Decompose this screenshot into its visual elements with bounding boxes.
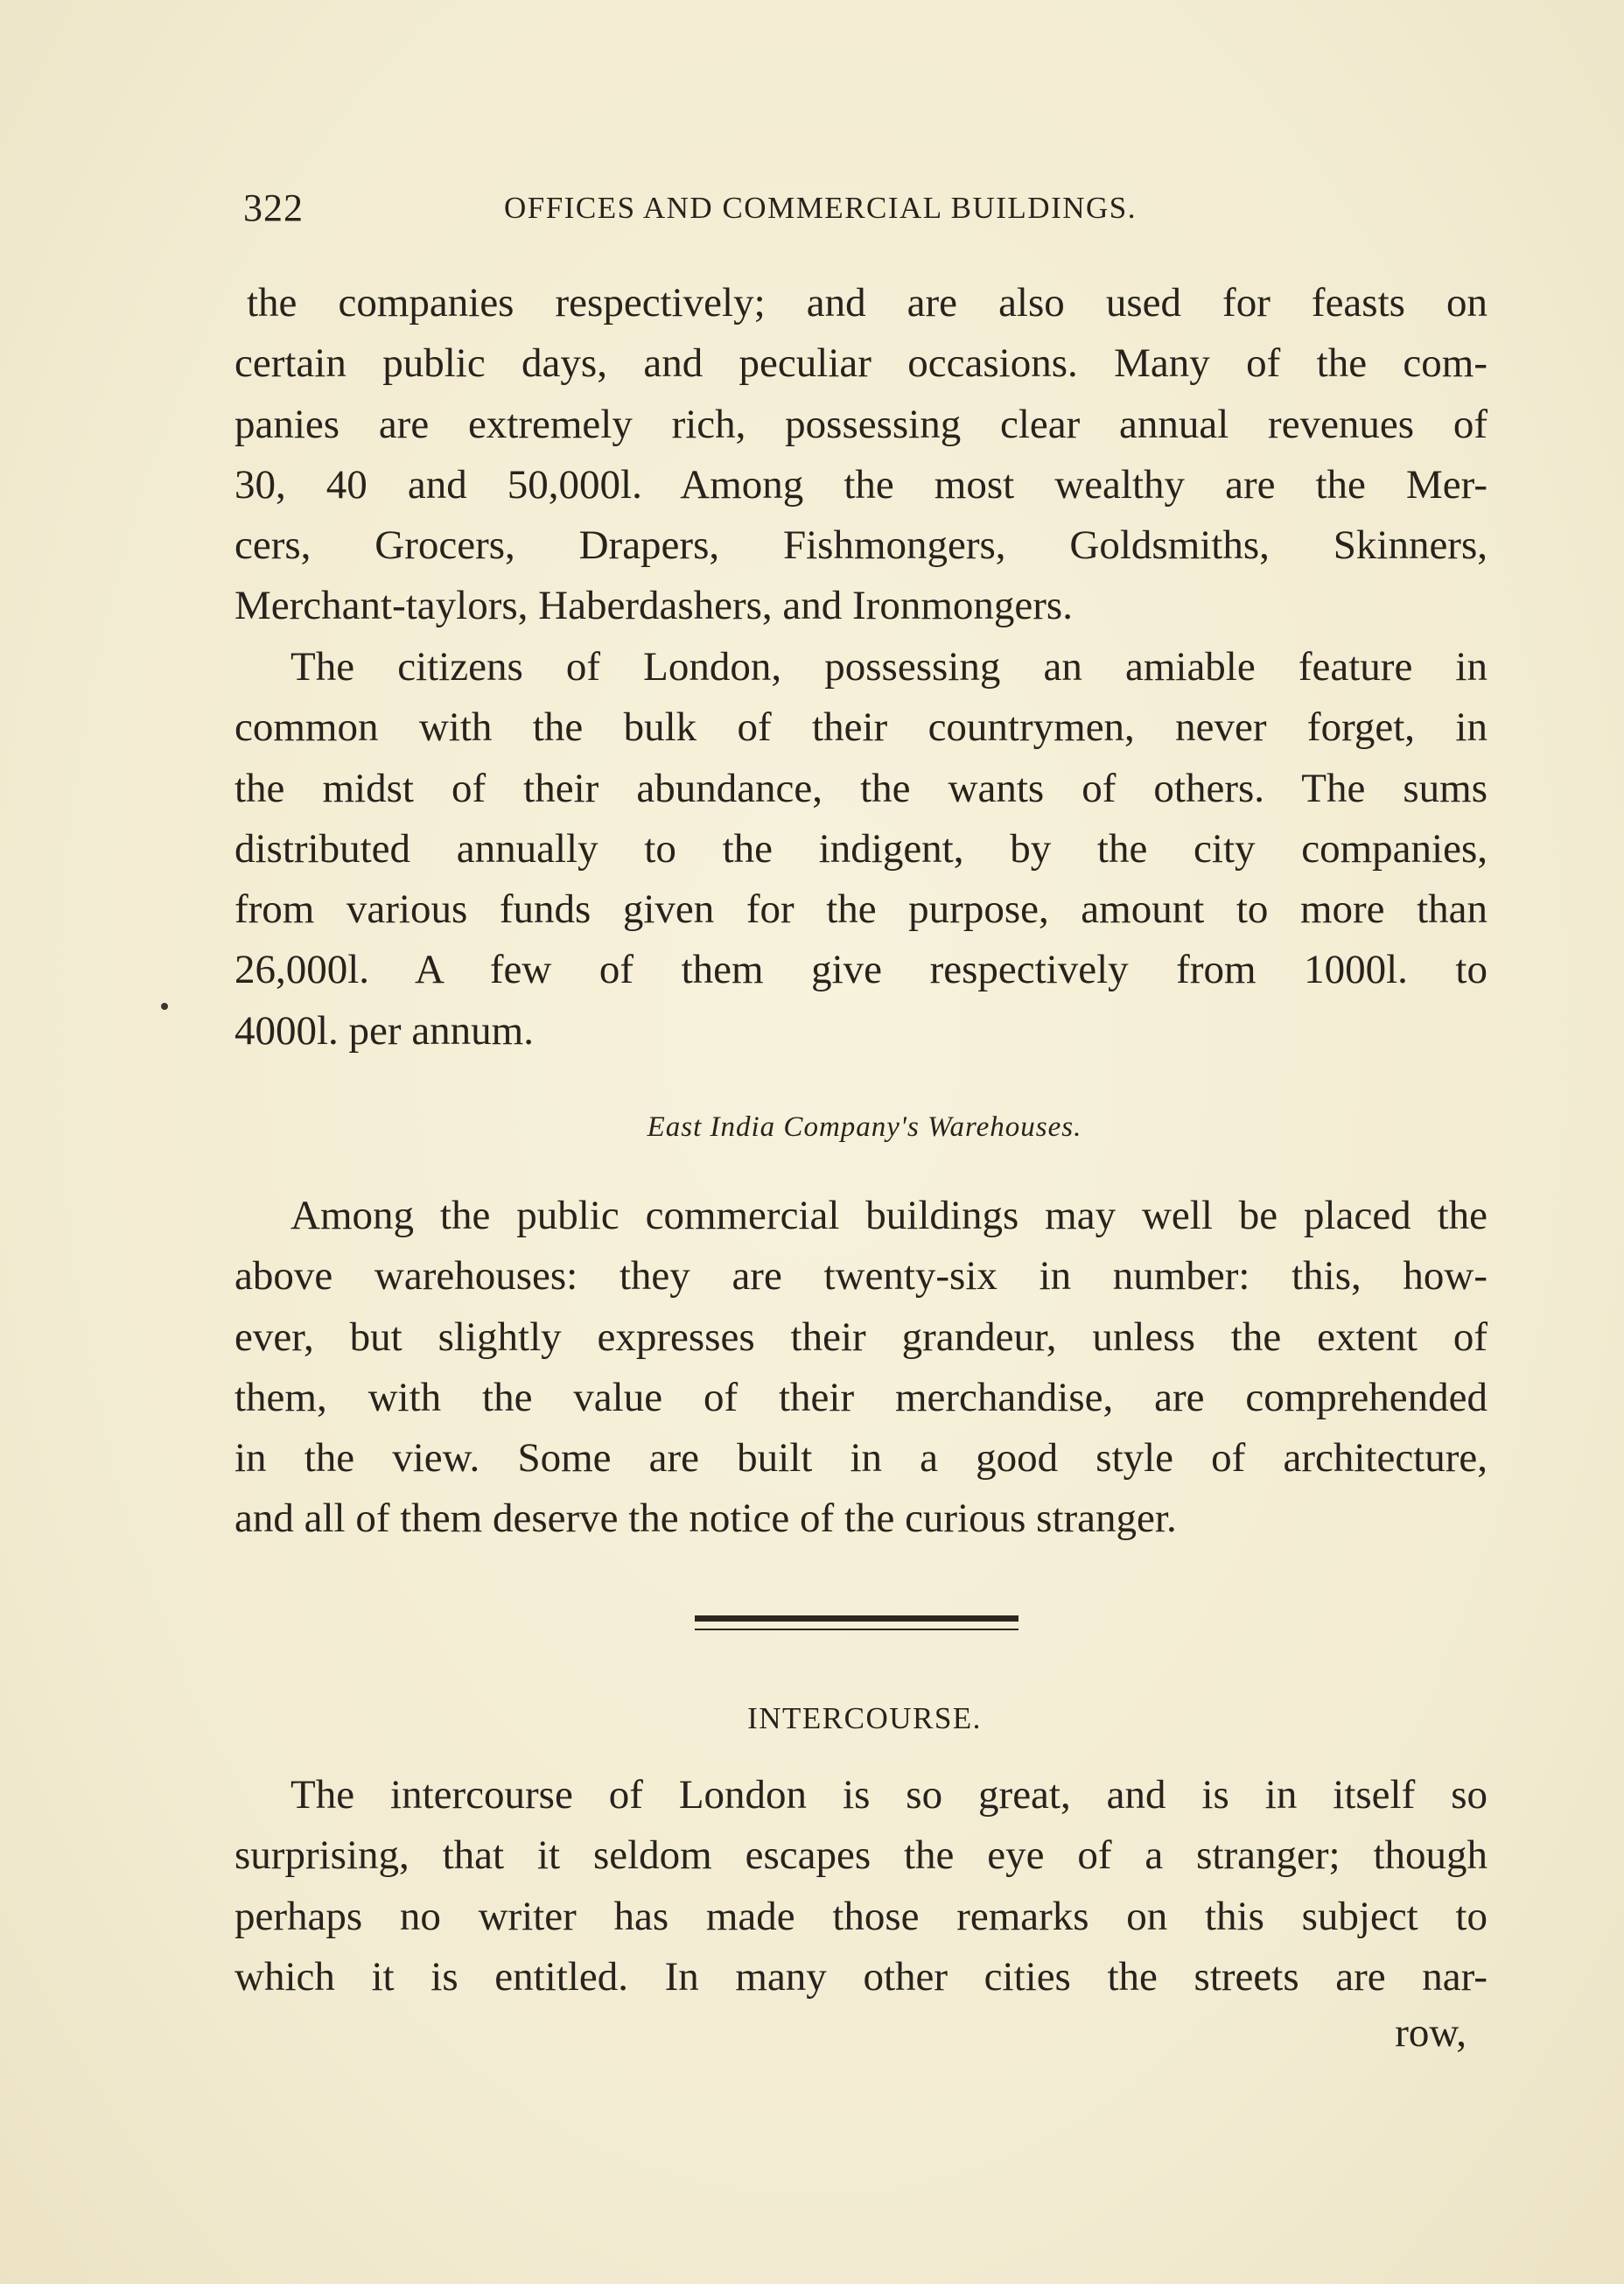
text-line: the midst of their abundance, the wants of others. The sums	[234, 765, 1488, 811]
text-line: in the view. Some are built in a good style of architecture,	[234, 1435, 1488, 1482]
margin-mark	[161, 1003, 168, 1010]
text-line: ever, but slightly expresses their grandeur, unless the extent of	[234, 1314, 1488, 1360]
text-line: Among the public commercial buildings may well be placed the	[290, 1193, 1488, 1238]
page-header	[243, 186, 1486, 238]
text-line: them, with the value of their merchandise, are comprehended	[234, 1374, 1488, 1420]
chapter-heading	[0, 1701, 1624, 1736]
text-line: 26,000l. A few of them give respectively from 1000l. to	[234, 947, 1488, 993]
section-heading-text: East India Company's Warehouses.	[647, 1111, 1082, 1143]
text-line: perhaps no writer has made those remarks on this subject to	[234, 1893, 1488, 1939]
running-title: OFFICES AND COMMERCIAL BUILDINGS.	[504, 191, 1137, 225]
text-line: and all of them deserve the notice of the curious stranger.	[234, 1496, 1177, 1542]
text-line: the companies respectively; and are also used for feasts on	[247, 280, 1488, 326]
text-line: The citizens of London, possessing an amiable feature in	[290, 644, 1488, 690]
text-line: common with the bulk of their countrymen, never forget, in	[234, 704, 1488, 751]
text-line: surprising, that it seldom escapes the eye of a stranger; though	[234, 1832, 1488, 1879]
section-heading	[0, 1111, 1624, 1144]
section-divider-thin	[695, 1629, 1018, 1630]
catchword: row,	[1395, 2010, 1466, 2056]
text-line: Merchant-taylors, Haberdashers, and Ironmongers.	[234, 583, 1073, 629]
text-line: cers, Grocers, Drapers, Fishmongers, Goldsmiths, Skinners,	[234, 522, 1488, 569]
page-number: 322	[243, 186, 304, 229]
text-line: 4000l. per annum.	[234, 1007, 534, 1054]
paragraph-intercourse	[234, 1765, 1488, 2007]
chapter-heading-text: INTERCOURSE.	[747, 1701, 982, 1735]
text-line: above warehouses: they are twenty-six in number: this, how-	[234, 1253, 1488, 1300]
text-line: 30, 40 and 50,000l. Among the most wealthy are the Mer-	[234, 461, 1488, 508]
text-line: from various funds given for the purpose, amount to more than	[234, 886, 1488, 933]
text-line: certain public days, and peculiar occasions. Many of the com-	[234, 340, 1488, 387]
paragraph-citizens	[234, 637, 1488, 1061]
text-line: The intercourse of London is so great, and is in itself so	[290, 1772, 1488, 1818]
text-line: distributed annually to the indigent, by the city companies,	[234, 825, 1488, 872]
paragraph-companies	[234, 273, 1488, 637]
section-divider-thick	[695, 1615, 1018, 1622]
text-line: which it is entitled. In many other cities the streets are nar-	[234, 1953, 1488, 2000]
text-line: panies are extremely rich, possessing clear annual revenues of	[234, 401, 1488, 447]
paragraph-warehouses	[234, 1186, 1488, 1550]
